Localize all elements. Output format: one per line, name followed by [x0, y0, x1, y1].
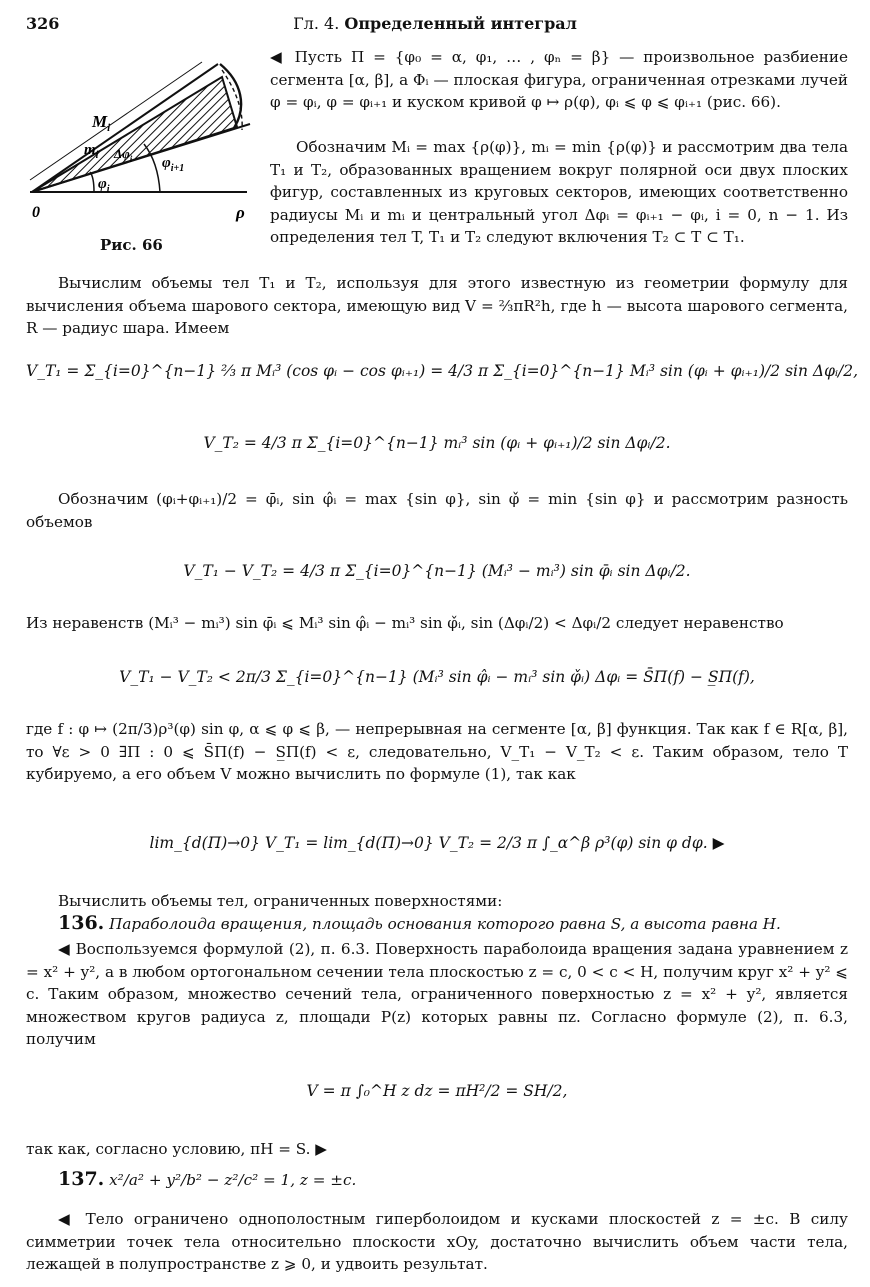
phi-i-label: $\varphi_i$: [98, 176, 110, 195]
figure-caption: Рис. 66: [100, 236, 163, 254]
solution-136: ◀ Воспользуемся формулой (2), п. 6.3. Поверхность параболоида вращения задана уравнением z = x² + y², а в любом ортогональном сечении тела плоскостью z = c, 0 < c < H, получим круг x² + y² ⩽ c. Таким образом, множество сечений тела, ограниченного поверхностью z = x² + y², является множеством кругов радиуса z, площади P(z) которых равны πz. Согласно формуле (2), п. 6.3, получим: [26, 940, 848, 1048]
formula-inequality: V_T₁ − V_T₂ < 2π/3 Σ_{i=0}^{n−1} (Mᵢ³ sin φ̂ᵢ − mᵢ³ sin φ̌ᵢ) Δφᵢ = S̄Π(f) − S̲Π(f),: [119, 668, 755, 686]
paragraph-continuity: где f : φ ↦ (2π/3)ρ³(φ) sin φ, α ⩽ φ ⩽ β, — непрерывная на сегменте [α, β] функция. Так как f ∈ R[α, β], то ∀ε > 0 ∃Π : 0 ⩽ S̄Π(f) − S̲Π(f) < ε, следовательно, V_T₁ − V_T₂ < ε. Таким образом, тело T кубируемо, а его объем V можно вычислить по формуле (1), так как: [26, 720, 848, 783]
Mi-label: $M_i$: [92, 112, 111, 134]
formula-VT2: V_T₂ = 4/3 π Σ_{i=0}^{n−1} mᵢ³ sin (φᵢ + φᵢ₊₁)/2 sin Δφᵢ/2.: [203, 434, 671, 452]
problem-137-statement: x²/a² + y²/b² − z²/c² = 1, z = ±c.: [109, 1171, 357, 1189]
running-header: [26, 14, 844, 36]
origin-label: 0: [32, 204, 40, 221]
outer-sector: [32, 77, 237, 192]
page-number: 326: [26, 14, 60, 33]
chapter-number: Гл. 4.: [293, 14, 340, 33]
paragraph-partition: ◀ Пусть Π = {φ₀ = α, φ₁, … , φₙ = β} — произвольное разбиение сегмента [α, β], а Φᵢ — плоская фигура, ограниченная отрезками лучей φ = φᵢ, φ = φᵢ₊₁ и куском кривой φ ↦ ρ(φ), φᵢ ⩽ φ ⩽ φᵢ₊₁ (рис. 66).: [270, 48, 848, 111]
paragraph-volumes: Вычислим объемы тел T₁ и T₂, используя для этого известную из геометрии формулу для вычисления объема шарового сектора, имеющую вид V = ⅔πR²h, где h — высота шарового сегмента, R — радиус шара. Имеем: [26, 274, 848, 337]
axis-label: ρ: [236, 203, 245, 222]
chapter-name: Определенный интеграл: [344, 14, 577, 33]
chapter-title: [26, 14, 844, 33]
formula-difference: V_T₁ − V_T₂ = 4/3 π Σ_{i=0}^{n−1} (Mᵢ³ − mᵢ³) sin φ̄ᵢ sin Δφᵢ/2.: [183, 562, 691, 580]
formula-limit: lim_{d(Π)→0} V_T₁ = lim_{d(Π)→0} V_T₂ = 2/3 π ∫_α^β ρ³(φ) sin φ dφ. ▶: [149, 834, 725, 852]
problem-137-number: 137.: [58, 1168, 105, 1190]
problem-136-statement: Параболоида вращения, площадь основания которого равна S, а высота равна H.: [109, 915, 781, 933]
problem-136: [26, 912, 848, 936]
mi-label: $m_i$: [84, 142, 99, 161]
problem-137: [26, 1168, 848, 1192]
problem-136-number: 136.: [58, 912, 105, 934]
formula-paraboloid-volume: V = π ∫₀^H z dz = πH²/2 = SH/2,: [306, 1082, 568, 1100]
formula-VT1: V_T₁ = Σ_{i=0}^{n−1} ⅔ π Mᵢ³ (cos φᵢ − cos φᵢ₊₁) = 4/3 π Σ_{i=0}^{n−1} Mᵢ³ sin (φᵢ + φᵢ₊₁)/2 sin Δφᵢ/2,: [26, 362, 859, 380]
paragraph-difference: Обозначим (φᵢ+φᵢ₊₁)/2 = φ̄ᵢ, sin φ̂ᵢ = max {sin φ}, sin φ̌ = min {sin φ} и рассмотрим разность объемов: [26, 490, 848, 531]
angle-arc-i: [90, 172, 94, 192]
solution-137: ◀ Тело ограничено однополостным гиперболоидом и кусками плоскостей z = ±c. В силу симметрии точек тела относительно плоскости xOy, достаточно вычислить объем части тела, лежащей в полупространстве z ⩾ 0, и удвоить результат.: [26, 1210, 848, 1273]
task-heading: Вычислить объемы тел, ограниченных поверхностями:: [58, 892, 503, 910]
solution-136-conclusion: так как, согласно условию, πH = S. ▶: [26, 1140, 327, 1158]
paragraph-notation: Обозначим Mᵢ = max {ρ(φ)}, mᵢ = min {ρ(φ)} и рассмотрим два тела T₁ и T₂, образованных вращением вокруг полярной оси двух плоских фигур, составленных из круговых секторов, имеющих соответственно радиусы Mᵢ и mᵢ и центральный угол Δφᵢ = φᵢ₊₁ − φᵢ, i = 0, n − 1. Из определения тел T, T₁ и T₂ следуют включения T₂ ⊂ T ⊂ T₁.: [270, 138, 848, 246]
delta-phi-label: $\Delta\varphi_i$: [114, 146, 133, 164]
phi-i1-label: $\varphi_{i+1}$: [162, 155, 185, 174]
paragraph-inequalities: Из неравенств (Mᵢ³ − mᵢ³) sin φ̄ᵢ ⩽ Mᵢ³ sin φ̂ᵢ − mᵢ³ sin φ̌ᵢ, sin (Δφᵢ/2) < Δφᵢ/2 следует неравенство: [26, 614, 784, 632]
